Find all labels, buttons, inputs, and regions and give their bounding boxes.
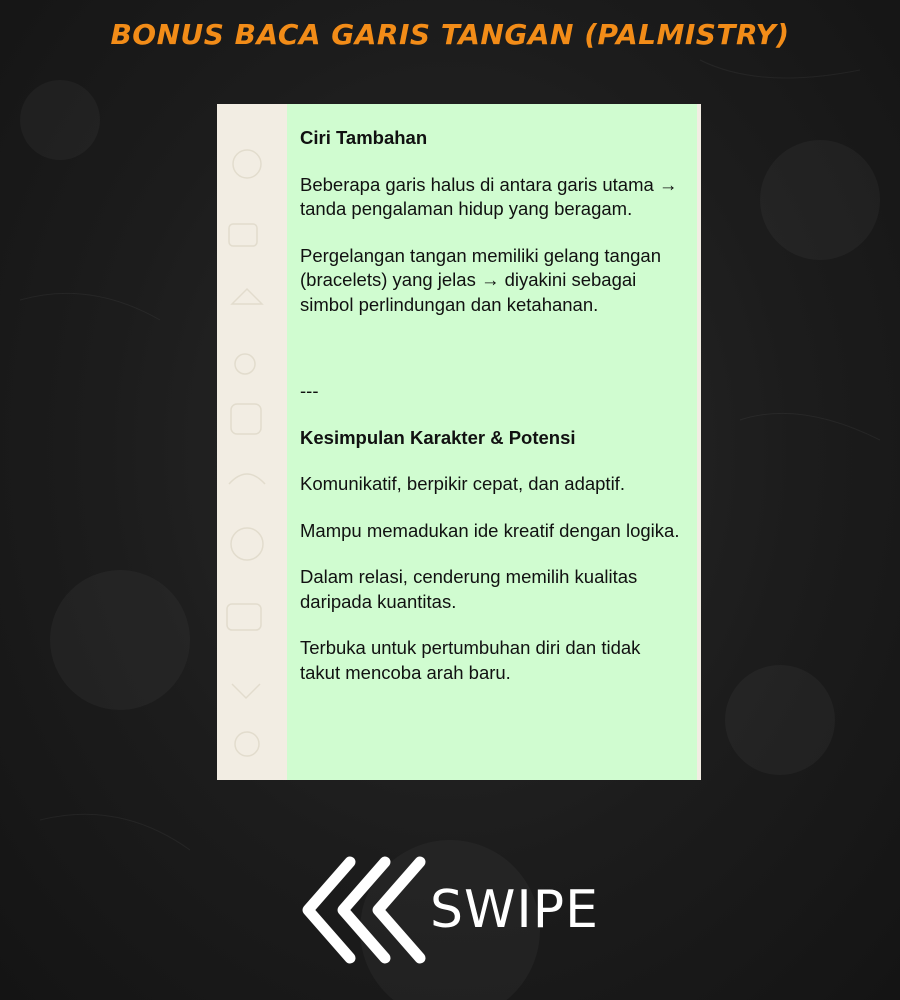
message-paragraph: Komunikatif, berpikir cepat, dan adaptif. <box>300 473 625 494</box>
page-title: BONUS BACA GARIS TANGAN (PALMISTRY) <box>110 18 790 51</box>
swipe-label: SWIPE <box>430 880 599 940</box>
message-paragraph: Pergelangan tangan memiliki gelang tangan (bracelets) yang jelas → diyakini sebagai simbol perlindungan dan ketahanan. <box>300 244 662 315</box>
section-heading-ciri-tambahan: Ciri Tambahan <box>300 127 428 148</box>
message-paragraph: Terbuka untuk pertumbuhan diri dan tidak takut mencoba arah baru. <box>300 637 641 683</box>
message-paragraph: Dalam relasi, cenderung memilih kualitas daripada kuantitas. <box>300 566 638 612</box>
message-divider: --- <box>300 380 319 401</box>
message-paragraph: Mampu memadukan ide kreatif dengan logika. <box>300 519 680 541</box>
chat-screenshot <box>217 104 701 780</box>
message-paragraph: Beberapa garis halus di antara garis utama → tanda pengalaman hidup yang beragam. <box>300 173 678 219</box>
chat-message-bubble <box>287 104 697 780</box>
section-heading-kesimpulan: Kesimpulan Karakter & Potensi <box>300 426 576 448</box>
